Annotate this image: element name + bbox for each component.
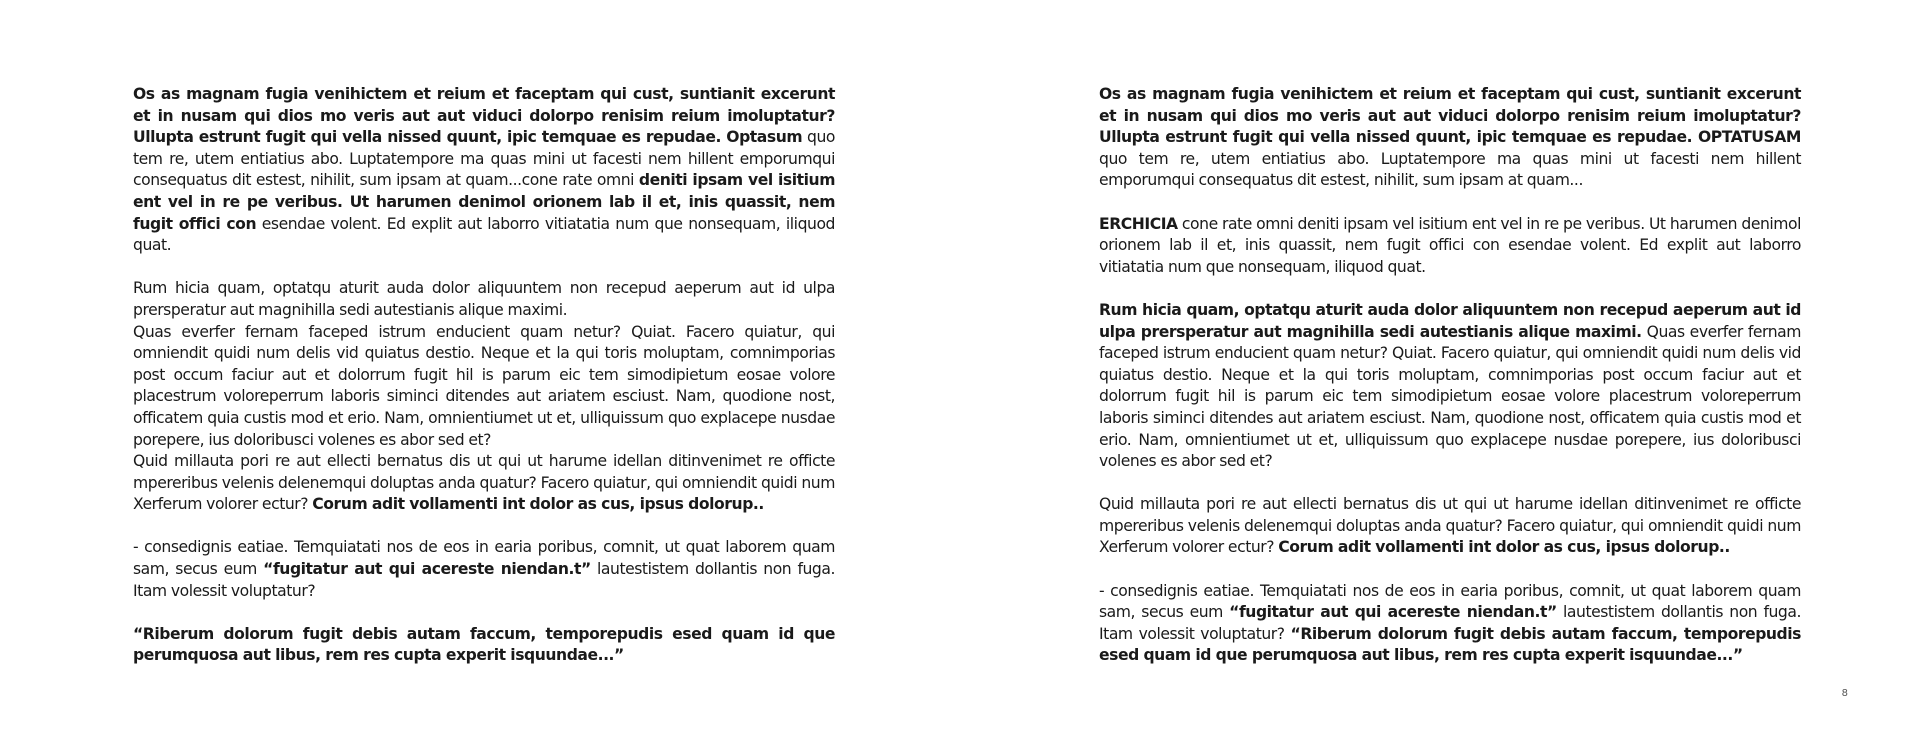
right-p5-pull-quote: “Riberum dolorum fugit debis autam faccum, temporepudis esed quam id que perumquosa aut libus, rem res cupta experit isquundae...” [1099, 624, 1801, 665]
right-paragraph-4 [1099, 494, 1801, 559]
right-paragraph-5 [1099, 581, 1801, 667]
left-p5-text-2: lautestistem dollantis non fuga. Itam volessit voluptatur? [133, 560, 835, 600]
right-p3-bold-1: Rum hicia quam, optatqu aturit auda dolor aliquuntem non recepud aeperum aut id ulpa prersperatur aut magnihilla sedi autestianis alique maximi. [1099, 300, 1801, 341]
right-page [960, 0, 1920, 742]
left-p1-text-1: quo tem re, utem entiatius abo. Luptatempore ma quas mini ut facesti nem hillent emporumqui consequatus dit estest, nihilit, sum ipsam at quam...cone rate omni [133, 128, 835, 190]
right-p4-text-1: Quid millauta pori re aut ellecti bernatus dis ut qui ut harume idellan ditinvenimet re officte mpereribus velenis delenemqui doluptas anda quatur? Facero quiatur, qui omniendit quidi num Xerferum volorer ectur? [1099, 495, 1801, 557]
right-p4-bold-1: Corum adit vollamenti int dolor as cus, ipsus dolorup.. [1278, 538, 1730, 557]
left-p4-text-1: Quid millauta pori re aut ellecti bernatus dis ut qui ut harume idellan ditinvenimet re officte mpereribus velenis delenemqui doluptas anda quatur? Facero quiatur, qui omniendit quidi num Xerferum volorer ectur? [133, 452, 835, 514]
left-p1-bold-2: deniti ipsam vel isitium ent vel in re pe veribus. Ut harumen denimol orionem lab il et, inis quassit, nem fugit offici con [133, 171, 835, 233]
right-p1-text-1: quo tem re, utem entiatius abo. Luptatempore ma quas mini ut facesti nem hillent emporumqui consequatus dit estest, nihilit, sum ipsam at quam... [1099, 149, 1801, 190]
right-p3-text-1: Quas everfer fernam faceped istrum enducient quam netur? Quiat. Facero quiatur, qui omniendit quidi num delis vid quiatus destio. Neque et la qui toris moluptam, comnimporias post occum faciur aut et dolorrum fugit hil is parum eic tem simodipietum eosae volore placestrum voloreperrum laboris siminci ditendes aut ariatem esciust. Nam, quodione nost, officatem quia custis mod et erio. Nam, omnientiumet ut et, ulliquissum quo explacepe nusdae porepere, ius doloribusci volenes es abor sed et? [1099, 322, 1801, 471]
page-number: 8 [1841, 688, 1848, 699]
left-paragraph-3: Quas everfer fernam faceped istrum enducient quam netur? Quiat. Facero quiatur, qui omniendit quidi num delis vid quiatus destio. Neque et la qui toris moluptam, comnimporias post occum faciur aut et dolorrum fugit hil is parum eic tem simodipietum eosae volore placestrum voloreperrum laboris siminci ditendes aut ariatem esciust. Nam, quodione nost, officatem quia custis mod et erio. Nam, omnientiumet ut et, ulliquissum quo explacepe nusdae porepere, ius doloribusci volenes es abor sed et? [133, 322, 835, 449]
right-p2-bold-1: ERCHICIA [1099, 214, 1178, 233]
left-p5-quote-bold: “fugitatur aut qui acereste niendan.t” [263, 560, 591, 579]
right-paragraph-1 [1099, 84, 1801, 192]
left-paragraph-2: Rum hicia quam, optatqu aturit auda dolor aliquuntem non recepud aeperum aut id ulpa prersperatur aut magnihilla sedi autestianis alique maximi. [133, 279, 835, 319]
left-p4-bold-1: Corum adit vollamenti int dolor as cus, ipsus dolorup.. [312, 495, 764, 514]
right-text-column [1099, 84, 1801, 667]
right-p5-text-2: lautestistem dollantis non fuga. Itam volessit voluptatur? [1099, 603, 1801, 643]
left-paragraph-1 [133, 84, 835, 257]
left-pull-quote: “Riberum dolorum fugit debis autam faccum, temporepudis esed quam id que perumquosa aut libus, rem res cupta experit isquundae...” [133, 624, 835, 665]
right-p5-text-1: - consedignis eatiae. Temquiatati nos de eos in earia poribus, comnit, ut quat laborem quam sam, secus eum [1099, 581, 1801, 622]
left-p5-text-1: - consedignis eatiae. Temquiatati nos de eos in earia poribus, comnit, ut quat laborem quam sam, secus eum [133, 538, 835, 579]
left-text-column [133, 84, 835, 667]
left-p1-bold-1: Os as magnam fugia venihictem et reium et faceptam qui cust, suntianit excerunt et in nusam qui dios mo veris aut aut viduci dolorpo renisim reium imoluptatur? Ullupta estrunt fugit qui vella nissed quunt, ipic temquae es repudae. Optasum [133, 85, 835, 147]
right-paragraph-2 [1099, 214, 1801, 279]
right-paragraph-3 [1099, 300, 1801, 473]
right-p5-quote-bold: “fugitatur aut qui acereste niendan.t” [1229, 603, 1557, 622]
right-p2-text-1: cone rate omni deniti ipsam vel isitium ent vel in re pe veribus. Ut harumen denimol orionem lab il et, inis quassit, nem fugit offici con esendae volent. Ed explit aut laborro vitiatatia num que nonsequam, iliquod quat. [1099, 214, 1801, 276]
right-p1-bold-1: Os as magnam fugia venihictem et reium et faceptam qui cust, suntianit excerunt et in nusam qui dios mo veris aut aut viduci dolorpo renisim reium imoluptatur? Ullupta estrunt fugit qui vella nissed quunt, ipic temquae es repudae. OPTATUSAM [1099, 85, 1801, 147]
left-p1-text-2: esendae volent. Ed explit aut laborro vitiatatia num que nonsequam, iliquod quat. [133, 214, 835, 255]
left-paragraph-5 [133, 537, 835, 602]
left-paragraph-4 [133, 451, 835, 516]
